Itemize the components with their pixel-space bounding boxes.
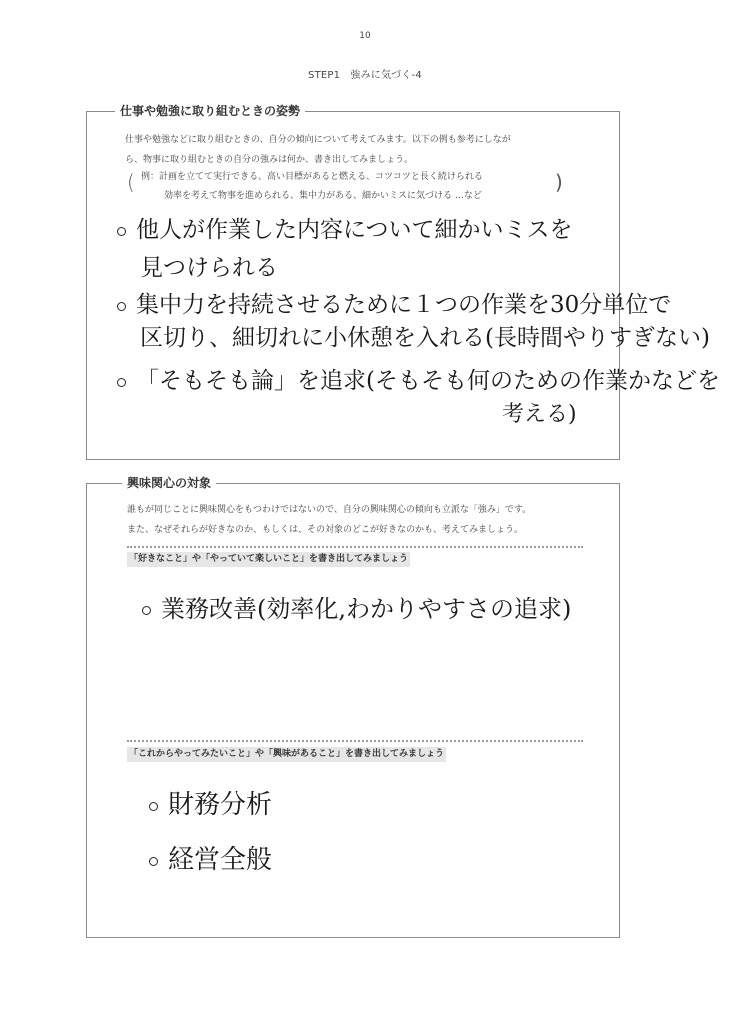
handwritten-answer-1 xyxy=(117,211,573,244)
dotted-divider xyxy=(127,546,583,548)
section-title: 仕事や勉強に取り組むときの姿勢 xyxy=(115,103,305,119)
intro-line: 仕事や勉強などに取り組むときの、自分の傾向について考えてみます。以下の例も参考にしなが xyxy=(125,135,511,145)
bullet-circle-icon xyxy=(149,857,158,866)
answer-text: 集中力を持続させるために１つの作業を30分単位で xyxy=(136,292,672,318)
handwritten-answer-1-cont: 見つけられる xyxy=(140,255,278,281)
answer-text: 他人が作業した内容について細かいミスを xyxy=(136,217,573,243)
handwritten-answer-2-cont: 区切り、細切れに小休憩を入れる(長時間やりすぎない) xyxy=(140,325,710,351)
likes-label: 「好きなこと」や「やっていて楽しいこと」を書き出してみましょう xyxy=(127,552,410,567)
dotted-divider xyxy=(127,740,583,742)
answer-text: 財務分析 xyxy=(168,790,273,820)
section-interests xyxy=(86,476,620,938)
handwritten-answer-2 xyxy=(117,286,671,319)
handwritten-answer-3 xyxy=(117,362,720,395)
intro-line: 誰もが同じことに興味関心をもつわけではないので、自分の興味関心の傾向も立派な「強み」です。 xyxy=(127,505,532,515)
example-line: 例：計画を立てて実行できる、高い目標があると燃える、コツコツと長く続けられる xyxy=(141,172,483,182)
handwritten-like-1 xyxy=(142,589,571,624)
close-parenthesis: ) xyxy=(555,170,563,194)
answer-text: 経営全般 xyxy=(168,845,273,875)
intro-line: また、なぜそれらが好きなのか、もしくは、その対象のどこが好きなのかも、考えてみましょう。 xyxy=(127,525,524,535)
open-parenthesis: ( xyxy=(127,170,135,194)
step-title: STEP1 強みに気づく-4 xyxy=(308,70,422,81)
answer-text: 業務改善(効率化,わかりやすさの追求) xyxy=(161,595,572,623)
handwritten-interest-2 xyxy=(149,839,272,876)
section-intro xyxy=(125,130,593,170)
intro-line: ら、物事に取り組むときの自分の強みは何か、書き出してみましょう。 xyxy=(125,155,414,165)
section-intro xyxy=(127,500,595,540)
section-title: 興味関心の対象 xyxy=(122,475,216,491)
bullet-circle-icon xyxy=(117,378,126,387)
handwritten-interest-1 xyxy=(149,784,272,821)
example-line: 効率を考えて物事を進められる、集中力がある、細かいミスに気づける …など xyxy=(164,191,482,201)
answer-text: 「そもそも論」を追求(そもそも何のための作業かなどを xyxy=(136,368,720,394)
handwritten-answer-3-cont: 考える) xyxy=(502,402,577,427)
page-number: 10 xyxy=(359,31,371,41)
section-work-attitude xyxy=(86,104,720,460)
bullet-circle-icon xyxy=(117,227,126,236)
bullet-circle-icon xyxy=(142,606,151,615)
bullet-circle-icon xyxy=(117,302,126,311)
interests-label: 「これからやってみたいこと」や「興味があること」を書き出してみましょう xyxy=(127,747,446,762)
bullet-circle-icon xyxy=(149,802,158,811)
